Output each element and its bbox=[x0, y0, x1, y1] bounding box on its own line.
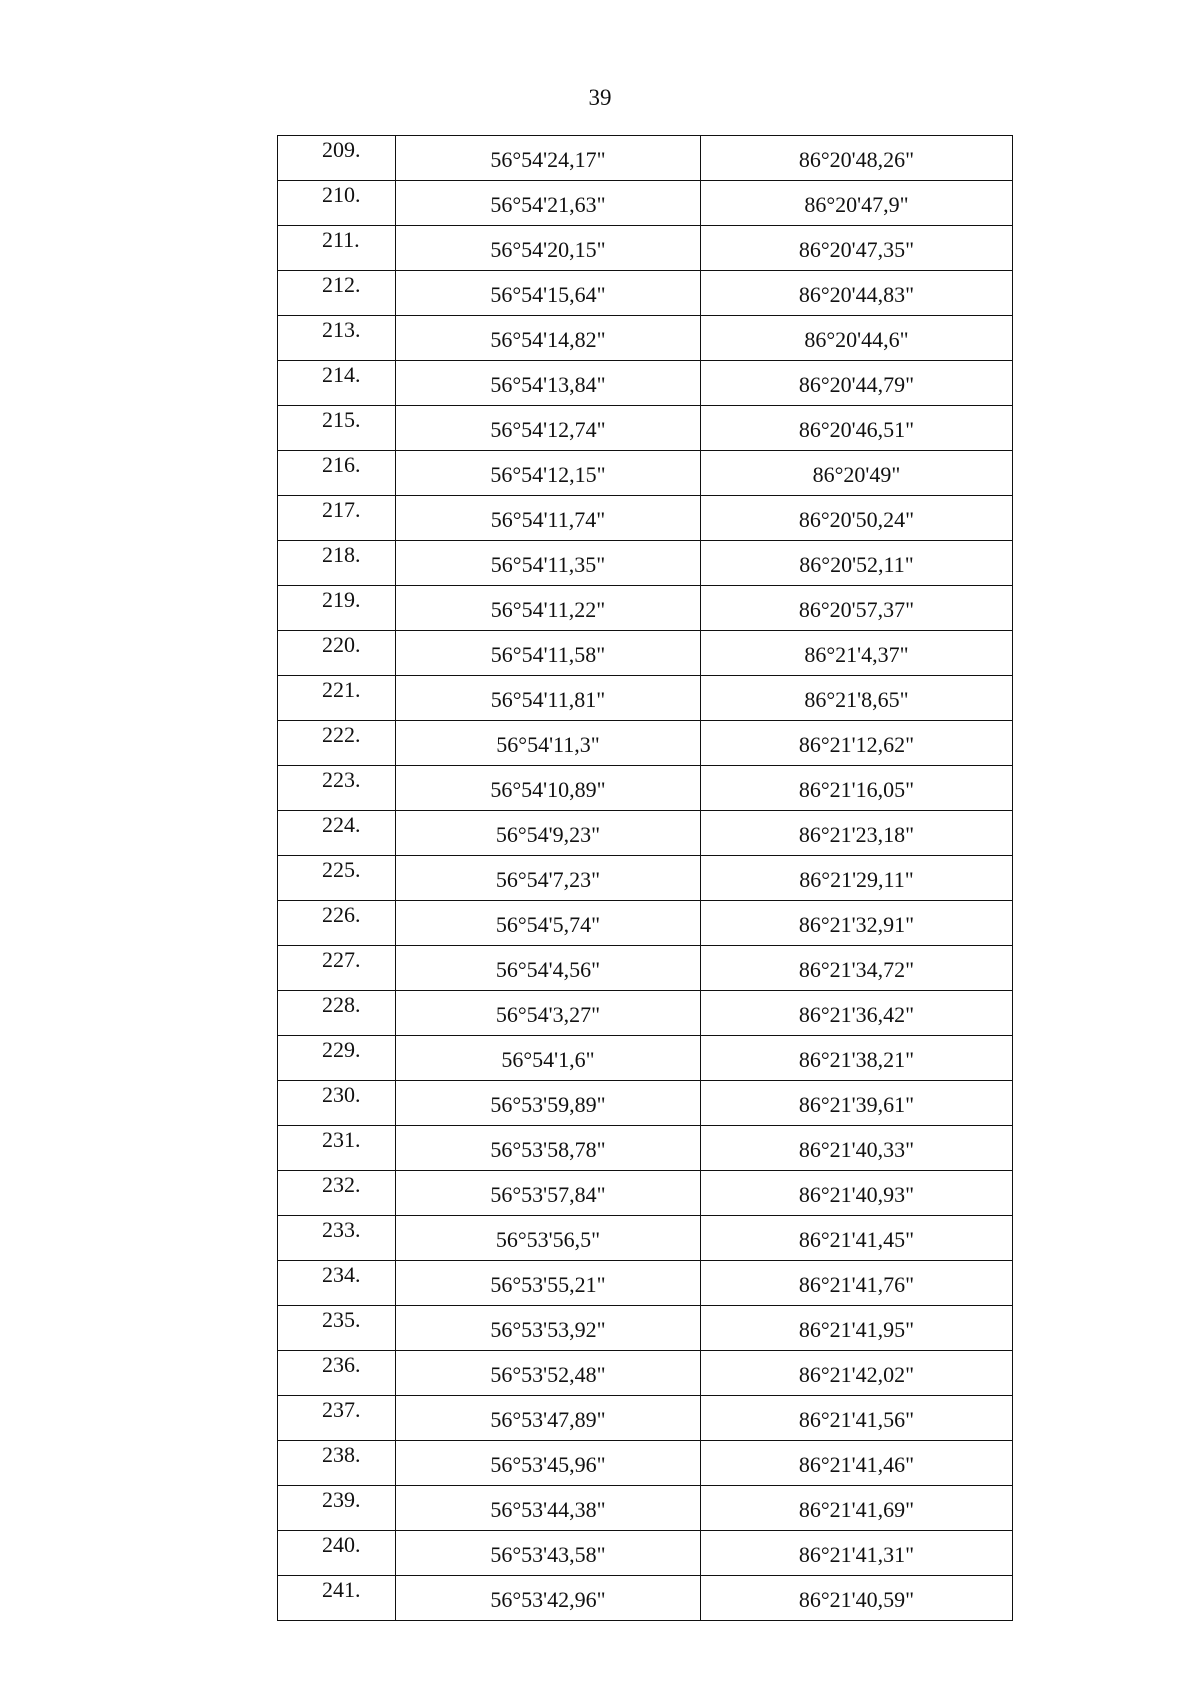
longitude-cell: 86°21'36,42" bbox=[701, 991, 1013, 1036]
table-row bbox=[278, 586, 1013, 631]
point-number-cell: 217. bbox=[278, 496, 396, 541]
table-row bbox=[278, 361, 1013, 406]
point-number-cell: 213. bbox=[278, 316, 396, 361]
latitude-cell: 56°54'15,64" bbox=[396, 271, 701, 316]
table-row bbox=[278, 181, 1013, 226]
table-row bbox=[278, 676, 1013, 721]
coordinates-table-body bbox=[278, 136, 1013, 1621]
table-row bbox=[278, 451, 1013, 496]
point-number-cell: 223. bbox=[278, 766, 396, 811]
point-number-cell: 225. bbox=[278, 856, 396, 901]
point-number-cell: 236. bbox=[278, 1351, 396, 1396]
longitude-cell: 86°21'41,45" bbox=[701, 1216, 1013, 1261]
latitude-cell: 56°53'57,84" bbox=[396, 1171, 701, 1216]
point-number-cell: 212. bbox=[278, 271, 396, 316]
latitude-cell: 56°54'3,27" bbox=[396, 991, 701, 1036]
longitude-cell: 86°20'50,24" bbox=[701, 496, 1013, 541]
longitude-cell: 86°20'48,26" bbox=[701, 136, 1013, 181]
table-row bbox=[278, 991, 1013, 1036]
table-row bbox=[278, 1126, 1013, 1171]
point-number-cell: 219. bbox=[278, 586, 396, 631]
longitude-cell: 86°20'49" bbox=[701, 451, 1013, 496]
longitude-cell: 86°21'41,95" bbox=[701, 1306, 1013, 1351]
longitude-cell: 86°21'4,37" bbox=[701, 631, 1013, 676]
point-number-cell: 218. bbox=[278, 541, 396, 586]
point-number-cell: 231. bbox=[278, 1126, 396, 1171]
point-number-cell: 220. bbox=[278, 631, 396, 676]
point-number-cell: 216. bbox=[278, 451, 396, 496]
point-number-cell: 239. bbox=[278, 1486, 396, 1531]
latitude-cell: 56°54'10,89" bbox=[396, 766, 701, 811]
latitude-cell: 56°54'5,74" bbox=[396, 901, 701, 946]
point-number-cell: 233. bbox=[278, 1216, 396, 1261]
latitude-cell: 56°54'11,74" bbox=[396, 496, 701, 541]
point-number-cell: 227. bbox=[278, 946, 396, 991]
latitude-cell: 56°53'56,5" bbox=[396, 1216, 701, 1261]
longitude-cell: 86°20'57,37" bbox=[701, 586, 1013, 631]
point-number-cell: 222. bbox=[278, 721, 396, 766]
latitude-cell: 56°53'47,89" bbox=[396, 1396, 701, 1441]
point-number-cell: 214. bbox=[278, 361, 396, 406]
table-row bbox=[278, 271, 1013, 316]
table-row bbox=[278, 721, 1013, 766]
table-row bbox=[278, 1441, 1013, 1486]
latitude-cell: 56°54'11,35" bbox=[396, 541, 701, 586]
table-row bbox=[278, 1351, 1013, 1396]
point-number-cell: 228. bbox=[278, 991, 396, 1036]
point-number-cell: 240. bbox=[278, 1531, 396, 1576]
point-number-cell: 224. bbox=[278, 811, 396, 856]
longitude-cell: 86°21'40,93" bbox=[701, 1171, 1013, 1216]
longitude-cell: 86°21'40,33" bbox=[701, 1126, 1013, 1171]
latitude-cell: 56°54'9,23" bbox=[396, 811, 701, 856]
latitude-cell: 56°54'14,82" bbox=[396, 316, 701, 361]
longitude-cell: 86°21'39,61" bbox=[701, 1081, 1013, 1126]
table-row bbox=[278, 1261, 1013, 1306]
latitude-cell: 56°54'11,3" bbox=[396, 721, 701, 766]
page-number: 39 bbox=[588, 85, 612, 110]
table-row bbox=[278, 496, 1013, 541]
longitude-cell: 86°20'47,9" bbox=[701, 181, 1013, 226]
table-row bbox=[278, 1171, 1013, 1216]
latitude-cell: 56°54'20,15" bbox=[396, 226, 701, 271]
point-number-cell: 232. bbox=[278, 1171, 396, 1216]
longitude-cell: 86°20'46,51" bbox=[701, 406, 1013, 451]
point-number-cell: 230. bbox=[278, 1081, 396, 1126]
table-row bbox=[278, 856, 1013, 901]
latitude-cell: 56°54'13,84" bbox=[396, 361, 701, 406]
longitude-cell: 86°20'52,11" bbox=[701, 541, 1013, 586]
longitude-cell: 86°21'32,91" bbox=[701, 901, 1013, 946]
table-row bbox=[278, 766, 1013, 811]
latitude-cell: 56°54'21,63" bbox=[396, 181, 701, 226]
table-row bbox=[278, 1531, 1013, 1576]
longitude-cell: 86°21'41,56" bbox=[701, 1396, 1013, 1441]
longitude-cell: 86°21'23,18" bbox=[701, 811, 1013, 856]
latitude-cell: 56°54'11,22" bbox=[396, 586, 701, 631]
latitude-cell: 56°54'11,81" bbox=[396, 676, 701, 721]
coordinates-table bbox=[277, 135, 1013, 1621]
latitude-cell: 56°53'45,96" bbox=[396, 1441, 701, 1486]
longitude-cell: 86°21'40,59" bbox=[701, 1576, 1013, 1621]
table-row bbox=[278, 136, 1013, 181]
longitude-cell: 86°21'41,76" bbox=[701, 1261, 1013, 1306]
table-row bbox=[278, 226, 1013, 271]
latitude-cell: 56°54'1,6" bbox=[396, 1036, 701, 1081]
latitude-cell: 56°53'59,89" bbox=[396, 1081, 701, 1126]
table-row bbox=[278, 811, 1013, 856]
point-number-cell: 238. bbox=[278, 1441, 396, 1486]
point-number-cell: 229. bbox=[278, 1036, 396, 1081]
longitude-cell: 86°21'8,65" bbox=[701, 676, 1013, 721]
latitude-cell: 56°53'44,38" bbox=[396, 1486, 701, 1531]
latitude-cell: 56°54'4,56" bbox=[396, 946, 701, 991]
longitude-cell: 86°21'41,31" bbox=[701, 1531, 1013, 1576]
latitude-cell: 56°54'12,15" bbox=[396, 451, 701, 496]
latitude-cell: 56°54'24,17" bbox=[396, 136, 701, 181]
latitude-cell: 56°54'12,74" bbox=[396, 406, 701, 451]
latitude-cell: 56°53'53,92" bbox=[396, 1306, 701, 1351]
longitude-cell: 86°21'12,62" bbox=[701, 721, 1013, 766]
longitude-cell: 86°21'16,05" bbox=[701, 766, 1013, 811]
table-row bbox=[278, 946, 1013, 991]
table-row bbox=[278, 541, 1013, 586]
point-number-cell: 237. bbox=[278, 1396, 396, 1441]
table-row bbox=[278, 1486, 1013, 1531]
table-row bbox=[278, 1081, 1013, 1126]
latitude-cell: 56°53'55,21" bbox=[396, 1261, 701, 1306]
point-number-cell: 235. bbox=[278, 1306, 396, 1351]
longitude-cell: 86°21'34,72" bbox=[701, 946, 1013, 991]
point-number-cell: 226. bbox=[278, 901, 396, 946]
table-row bbox=[278, 316, 1013, 361]
point-number-cell: 209. bbox=[278, 136, 396, 181]
longitude-cell: 86°20'47,35" bbox=[701, 226, 1013, 271]
table-row bbox=[278, 406, 1013, 451]
longitude-cell: 86°20'44,79" bbox=[701, 361, 1013, 406]
point-number-cell: 221. bbox=[278, 676, 396, 721]
point-number-cell: 241. bbox=[278, 1576, 396, 1621]
table-row bbox=[278, 1036, 1013, 1081]
longitude-cell: 86°20'44,83" bbox=[701, 271, 1013, 316]
point-number-cell: 211. bbox=[278, 226, 396, 271]
point-number-cell: 215. bbox=[278, 406, 396, 451]
point-number-cell: 210. bbox=[278, 181, 396, 226]
table-row bbox=[278, 631, 1013, 676]
table-row bbox=[278, 901, 1013, 946]
latitude-cell: 56°53'43,58" bbox=[396, 1531, 701, 1576]
longitude-cell: 86°21'29,11" bbox=[701, 856, 1013, 901]
latitude-cell: 56°54'7,23" bbox=[396, 856, 701, 901]
table-row bbox=[278, 1216, 1013, 1261]
longitude-cell: 86°21'41,69" bbox=[701, 1486, 1013, 1531]
table-row bbox=[278, 1576, 1013, 1621]
latitude-cell: 56°54'11,58" bbox=[396, 631, 701, 676]
latitude-cell: 56°53'42,96" bbox=[396, 1576, 701, 1621]
latitude-cell: 56°53'52,48" bbox=[396, 1351, 701, 1396]
longitude-cell: 86°21'41,46" bbox=[701, 1441, 1013, 1486]
longitude-cell: 86°21'38,21" bbox=[701, 1036, 1013, 1081]
latitude-cell: 56°53'58,78" bbox=[396, 1126, 701, 1171]
longitude-cell: 86°21'42,02" bbox=[701, 1351, 1013, 1396]
table-row bbox=[278, 1396, 1013, 1441]
point-number-cell: 234. bbox=[278, 1261, 396, 1306]
table-row bbox=[278, 1306, 1013, 1351]
longitude-cell: 86°20'44,6" bbox=[701, 316, 1013, 361]
